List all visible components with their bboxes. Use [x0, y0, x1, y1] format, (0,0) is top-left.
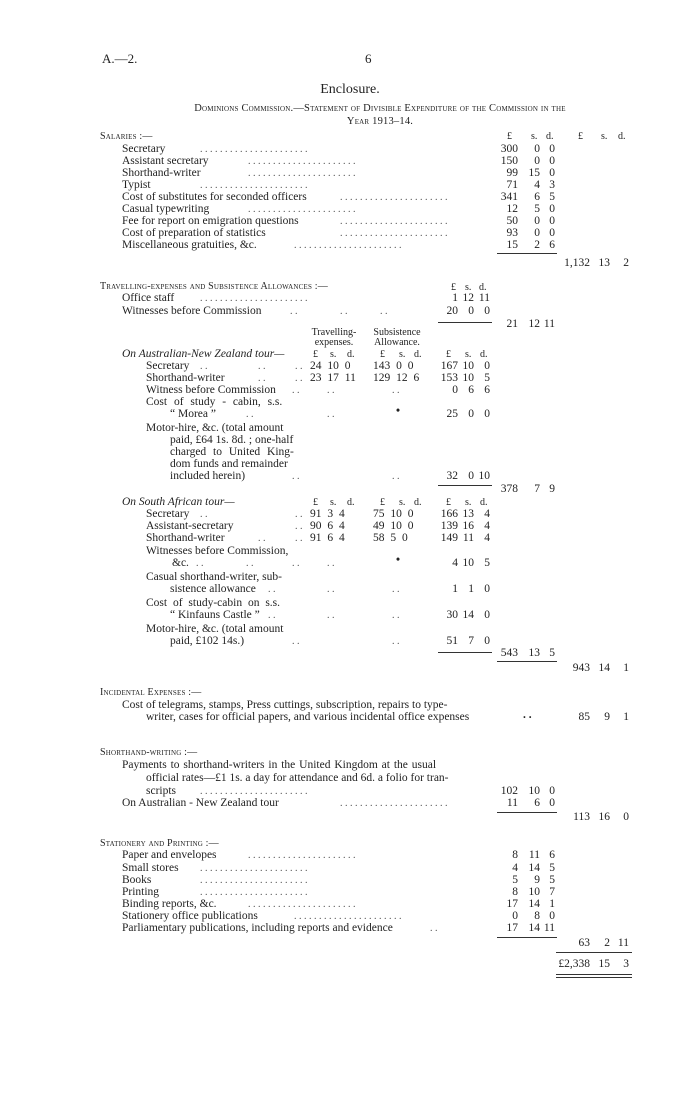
leader-dots: . .	[246, 558, 254, 569]
leader-dots: . .	[295, 521, 303, 532]
subtotal-rule	[497, 812, 557, 813]
shorthand-uk-pence: 0	[549, 785, 555, 797]
aus-cabin-label-1: Cost of study - cabin, s.s.	[146, 396, 283, 408]
aus-total-shillings: 7	[534, 483, 540, 495]
shorthand-uk-shillings: 10	[528, 785, 540, 797]
sa-casual-pence: 0	[484, 583, 490, 595]
col-head-pence: d.	[347, 349, 355, 360]
leader-dots: . .	[392, 471, 400, 482]
col-head-pounds: £	[380, 349, 385, 360]
aus-cabin-label-2: “ Morea ”	[170, 408, 216, 420]
travel-expenses-head-2: expenses.	[314, 337, 354, 348]
leader-dots: . . . . . . . . . . . . . . . . . . . . . .	[200, 875, 308, 886]
sa-shorthand-subsistence: 58 5 0	[373, 532, 408, 544]
leader-dots: . . . . . . . . . . . . . . . . . . . . . .	[294, 240, 402, 251]
leader-dots: . .	[246, 409, 254, 420]
subtotal-rule	[497, 937, 557, 938]
col-head-shillings: s.	[531, 131, 538, 142]
leader-dots: . . . . . . . . . . . . . . . . . . . . . .	[340, 216, 448, 227]
witnesses-label: Witnesses before Commission	[122, 305, 262, 317]
stationery-total-pounds: 63	[578, 937, 590, 949]
salary-shillings: 15	[528, 167, 540, 179]
aus-witness-pence: 6	[484, 384, 490, 396]
salary-shillings: 2	[534, 239, 540, 251]
aus-motor-label-1: Motor-hire, &c. (total amount	[146, 422, 284, 434]
col-head-pounds-total: £	[578, 131, 583, 142]
aus-motor-label-5: included herein)	[170, 470, 246, 482]
subsistence-head: Subsistence	[373, 327, 421, 338]
salary-shillings: 0	[534, 215, 540, 227]
shorthand-line-2: official rates—£1 1s. a day for attendance and 6d. a folio for tran-	[146, 772, 449, 784]
leader-dots: . .	[258, 533, 266, 544]
salary-pence: 5	[549, 191, 555, 203]
leader-dot: •	[396, 554, 401, 566]
salary-shillings: 0	[534, 155, 540, 167]
salary-pence: 0	[549, 203, 555, 215]
sa-witnesses-label-2: &c.	[172, 557, 189, 569]
col-head-pence-total: d.	[618, 131, 626, 142]
grand-total-shillings: 15	[598, 958, 610, 970]
stationery-pounds: 17	[506, 898, 518, 910]
statement-heading-line-1: Dominions Commission.—Statement of Divisible Expenditure of the Commission in the	[194, 103, 566, 114]
stationery-shillings: 8	[534, 910, 540, 922]
sa-assistant-label: Assistant-secretary	[146, 520, 234, 532]
leader-dots: . .	[392, 584, 400, 595]
aus-motor-pounds: 32	[446, 470, 458, 482]
subtotal-rule	[438, 652, 492, 653]
leader-dots: . .	[268, 584, 276, 595]
col-head-shillings: s.	[330, 349, 337, 360]
salary-shillings: 4	[534, 179, 540, 191]
shorthand-uk-pounds: 102	[500, 785, 518, 797]
salary-shillings: 6	[534, 191, 540, 203]
leader-dots: . .	[392, 610, 400, 621]
stationery-pence: 6	[549, 849, 555, 861]
aus-witness-pounds: 0	[452, 384, 458, 396]
col-head-pounds: £	[507, 131, 512, 142]
salary-pence: 3	[549, 179, 555, 191]
sa-shorthand-label: Shorthand-writer	[146, 532, 225, 544]
shorthand-heading: Shorthand-writing :—	[100, 747, 198, 758]
sa-motor-label-2: paid, £102 14s.)	[170, 635, 245, 647]
office-staff-pounds: 1	[452, 292, 458, 304]
sa-witnesses-shillings: 10	[462, 557, 474, 569]
stationery-label: Paper and envelopes	[122, 849, 217, 861]
aus-secretary-travel: 24 10 0	[310, 360, 351, 372]
subsistence-head-2: Allowance.	[374, 337, 420, 348]
sa-casual-pounds: 1	[452, 583, 458, 595]
travel-total-pence: 1	[623, 662, 629, 674]
subtotal-rule	[497, 661, 557, 662]
stationery-label: Stationery office publications	[122, 910, 258, 922]
shorthand-aus-shillings: 6	[534, 797, 540, 809]
travel-total-pounds: 943	[572, 662, 590, 674]
leader-dots: . .	[327, 610, 335, 621]
salary-pounds: 300	[500, 143, 518, 155]
salary-label: Cost of preparation of statistics	[122, 227, 266, 239]
stationery-pounds: 8	[512, 849, 518, 861]
leader-dots: . . . . . . . . . . . . . . . . . . . . . .	[340, 798, 448, 809]
witnesses-pounds: 20	[446, 305, 458, 317]
leader-dots: . . . . . . . . . . . . . . . . . . . . . .	[340, 228, 448, 239]
stationery-label: Books	[122, 874, 152, 886]
col-head-pounds: £	[451, 282, 456, 293]
stationery-pence: 1	[549, 898, 555, 910]
stationery-pounds: 0	[512, 910, 518, 922]
salary-shillings: 5	[534, 203, 540, 215]
leader-dots: . .	[295, 509, 303, 520]
subtotal-rule	[438, 322, 492, 323]
sa-cabin-label-2: “ Kinfauns Castle ”	[170, 609, 260, 621]
leader-dots: . .	[258, 361, 266, 372]
stationery-pence: 5	[549, 874, 555, 886]
document-reference: A.—2.	[102, 51, 138, 66]
sa-secretary-pence: 4	[484, 508, 490, 520]
col-head-pence: d.	[480, 497, 488, 508]
leader-dots: . .	[392, 385, 400, 396]
grand-total-double-rule	[556, 974, 632, 975]
grand-total-pence: 3	[623, 958, 629, 970]
stationery-pounds: 17	[506, 922, 518, 934]
col-head-shillings: s.	[399, 349, 406, 360]
col-head-shillings: s.	[465, 349, 472, 360]
sa-cabin-label-1: Cost of study-cabin on s.s.	[146, 597, 281, 609]
stationery-total-pence: 11	[617, 937, 629, 949]
witnesses-pence: 0	[484, 305, 490, 317]
sa-shorthand-pence: 4	[484, 532, 490, 544]
salary-label: Assistant secretary	[122, 155, 209, 167]
salaries-total-pounds: 1,132	[564, 257, 590, 269]
sa-assistant-shillings: 16	[462, 520, 474, 532]
col-head-pence: d.	[546, 131, 554, 142]
col-head-pounds: £	[446, 497, 451, 508]
incidental-heading: Incidental Expenses :—	[100, 687, 202, 698]
shorthand-total-pounds: 113	[573, 811, 590, 823]
aus-secretary-subsistence: 143 0 0	[373, 360, 414, 372]
aus-cabin-pence: 0	[484, 408, 490, 420]
salary-pence: 0	[549, 215, 555, 227]
stationery-total-shillings: 2	[604, 937, 610, 949]
col-head-shillings: s.	[465, 282, 472, 293]
aus-shorthand-subsistence: 129 12 6	[373, 372, 420, 384]
col-head-pounds: £	[446, 349, 451, 360]
sa-secretary-label: Secretary	[146, 508, 190, 520]
leader-dot: •	[396, 405, 401, 417]
stationery-shillings: 14	[528, 862, 540, 874]
sa-cabin-shillings: 14	[462, 609, 474, 621]
incidental-total-pounds: 85	[578, 711, 590, 723]
sa-cabin-pence: 0	[484, 609, 490, 621]
leader-dots: . .	[292, 471, 300, 482]
col-head-shillings: s.	[465, 497, 472, 508]
col-head-pounds: £	[380, 497, 385, 508]
stationery-pounds: 4	[512, 862, 518, 874]
travel-heading: Travelling-expenses and Subsistence Allowances :—	[100, 281, 328, 292]
leader-dots: . . . . . . . . . . . . . . . . . . . . . .	[248, 156, 356, 167]
stationery-label: Parliamentary publications, including reports and evidence	[122, 922, 393, 934]
leader-dots: . .	[523, 709, 532, 721]
stationery-pounds: 5	[512, 874, 518, 886]
sa-assistant-pounds: 139	[440, 520, 458, 532]
leader-dots: . .	[295, 373, 303, 384]
incidental-total-shillings: 9	[604, 711, 610, 723]
leader-dots: . . . . . . . . . . . . . . . . . . . . . .	[248, 850, 356, 861]
leader-dots: . . . . . . . . . . . . . . . . . . . . . .	[200, 180, 308, 191]
sa-casual-label-1: Casual shorthand-writer, sub-	[146, 571, 282, 583]
aus-secretary-pounds: 167	[440, 360, 458, 372]
salary-pounds: 150	[500, 155, 518, 167]
salary-pounds: 93	[506, 227, 518, 239]
salary-pounds: 15	[506, 239, 518, 251]
leader-dots: . . . . . . . . . . . . . . . . . . . . . .	[200, 887, 308, 898]
col-head-pence: d.	[414, 497, 422, 508]
col-head-pounds: £	[313, 497, 318, 508]
south-african-tour-heading: On South African tour—	[122, 496, 235, 508]
col-head-pence: d.	[414, 349, 422, 360]
salaries-heading: Salaries :—	[100, 131, 153, 142]
aus-shorthand-label: Shorthand-writer	[146, 372, 225, 384]
stationery-pounds: 8	[512, 886, 518, 898]
salary-pence: 0	[549, 155, 555, 167]
aus-total-pounds: 378	[500, 483, 518, 495]
aus-shorthand-pounds: 153	[440, 372, 458, 384]
aus-shorthand-pence: 5	[484, 372, 490, 384]
leader-dots: . .	[292, 558, 300, 569]
travel-subtotal-shillings: 12	[528, 318, 540, 330]
leader-dots: . . . . . . . . . . . . . . . . . . . . . .	[340, 192, 448, 203]
sa-casual-shillings: 1	[468, 583, 474, 595]
salary-shillings: 0	[534, 227, 540, 239]
shorthand-line-3: scripts	[146, 785, 177, 797]
shorthand-total-shillings: 16	[598, 811, 610, 823]
leader-dots: . . . . . . . . . . . . . . . . . . . . . .	[200, 786, 308, 797]
leader-dots: . . . . . . . . . . . . . . . . . . . . . .	[200, 293, 308, 304]
stationery-label: Printing	[122, 886, 160, 898]
shorthand-line-1: Payments to shorthand-writers in the United Kingdom at the usual	[122, 759, 437, 771]
sa-secretary-shillings: 13	[462, 508, 474, 520]
sa-motor-label-1: Motor-hire, &c. (total amount	[146, 623, 284, 635]
sa-total-pounds: 543	[500, 647, 518, 659]
office-staff-pence: 11	[478, 292, 490, 304]
salary-pence: 0	[549, 143, 555, 155]
travel-subtotal-pounds: 21	[506, 318, 518, 330]
leader-dots: . . . . . . . . . . . . . . . . . . . . . .	[248, 168, 356, 179]
sa-witnesses-pence: 5	[484, 557, 490, 569]
shorthand-aus-pence: 0	[549, 797, 555, 809]
page-title: Enclosure.	[320, 82, 380, 97]
salary-pence: 0	[549, 227, 555, 239]
witnesses-shillings: 0	[468, 305, 474, 317]
salary-pence: 6	[549, 239, 555, 251]
col-head-shillings: s.	[330, 497, 337, 508]
aus-motor-shillings: 0	[468, 470, 474, 482]
stationery-shillings: 11	[528, 849, 540, 861]
shorthand-aus-pounds: 11	[506, 797, 518, 809]
subtotal-rule	[497, 253, 557, 254]
aus-motor-label-3: charged to United King-	[170, 446, 294, 458]
stationery-label: Small stores	[122, 862, 179, 874]
leader-dots: . .	[292, 636, 300, 647]
sa-casual-label-2: sistence allowance	[170, 583, 256, 595]
leader-dots: . .	[295, 533, 303, 544]
shorthand-total-pence: 0	[623, 811, 629, 823]
sa-witnesses-label-1: Witnesses before Commission,	[146, 545, 289, 557]
aus-shorthand-travel: 23 17 11	[310, 372, 356, 384]
sa-assistant-travel: 90 6 4	[310, 520, 345, 532]
leader-dots: . . . . . . . . . . . . . . . . . . . . . .	[200, 144, 308, 155]
salary-pounds: 50	[506, 215, 518, 227]
leader-dots: . .	[380, 306, 388, 317]
aus-shorthand-shillings: 10	[462, 372, 474, 384]
leader-dots: . .	[327, 409, 335, 420]
salary-pounds: 341	[500, 191, 518, 203]
sa-total-pence: 5	[549, 647, 555, 659]
salary-label: Fee for report on emigration questions	[122, 215, 299, 227]
col-head-pounds: £	[313, 349, 318, 360]
leader-dots: . .	[327, 558, 335, 569]
sa-witnesses-pounds: 4	[452, 557, 458, 569]
aus-secretary-label: Secretary	[146, 360, 190, 372]
stationery-shillings: 9	[534, 874, 540, 886]
stationery-pence: 7	[549, 886, 555, 898]
col-head-pence: d.	[480, 349, 488, 360]
stationery-shillings: 10	[528, 886, 540, 898]
col-head-shillings-total: s.	[601, 131, 608, 142]
stationery-pence: 5	[549, 862, 555, 874]
leader-dots: . . . . . . . . . . . . . . . . . . . . . .	[248, 899, 356, 910]
leader-dots: . .	[292, 385, 300, 396]
sa-shorthand-travel: 91 6 4	[310, 532, 345, 544]
sa-secretary-pounds: 166	[440, 508, 458, 520]
aus-witness-label: Witness before Commission	[146, 384, 276, 396]
sa-motor-pence: 0	[484, 635, 490, 647]
leader-dots: . . . . . . . . . . . . . . . . . . . . . .	[294, 911, 402, 922]
statement-heading-line-2: Year 1913–14.	[346, 116, 414, 127]
aus-secretary-pence: 0	[484, 360, 490, 372]
stationery-shillings: 14	[528, 922, 540, 934]
sa-motor-shillings: 7	[468, 635, 474, 647]
salary-label: Cost of substitutes for seconded officers	[122, 191, 307, 203]
sa-shorthand-pounds: 149	[440, 532, 458, 544]
salary-pence: 0	[549, 167, 555, 179]
sa-assistant-subsistence: 49 10 0	[373, 520, 414, 532]
grand-total-pounds: £2,338	[558, 958, 590, 970]
sa-motor-pounds: 51	[446, 635, 458, 647]
sa-cabin-pounds: 30	[446, 609, 458, 621]
salaries-total-shillings: 13	[598, 257, 610, 269]
leader-dots: . .	[196, 558, 204, 569]
aus-cabin-pounds: 25	[446, 408, 458, 420]
aus-total-pence: 9	[549, 483, 555, 495]
leader-dots: . . . . . . . . . . . . . . . . . . . . . .	[248, 204, 356, 215]
incidental-line-1: Cost of telegrams, stamps, Press cuttings, subscription, repairs to type-	[122, 699, 448, 711]
col-head-pence: d.	[347, 497, 355, 508]
leader-dots: . .	[392, 636, 400, 647]
page-number: 6	[365, 51, 372, 66]
stationery-pence: 0	[549, 910, 555, 922]
grand-total-rule	[556, 952, 632, 953]
salary-label: Secretary	[122, 143, 166, 155]
leader-dots: . .	[200, 509, 208, 520]
leader-dots: . .	[258, 373, 266, 384]
office-staff-label: Office staff	[122, 292, 175, 304]
salary-pounds: 71	[506, 179, 518, 191]
aus-motor-pence: 10	[478, 470, 490, 482]
leader-dots: . .	[340, 306, 348, 317]
salary-pounds: 99	[506, 167, 518, 179]
leader-dots: . .	[290, 306, 298, 317]
sa-secretary-subsistence: 75 10 0	[373, 508, 414, 520]
salary-label: Shorthand-writer	[122, 167, 201, 179]
leader-dots: . .	[295, 361, 303, 372]
salaries-total-pence: 2	[623, 257, 629, 269]
aus-motor-label-4: dom funds and remainder	[170, 458, 288, 470]
grand-total-double-rule	[556, 977, 632, 978]
leader-dots: . .	[327, 385, 335, 396]
col-head-shillings: s.	[399, 497, 406, 508]
leader-dots: . .	[268, 610, 276, 621]
stationery-shillings: 14	[528, 898, 540, 910]
salary-label: Typist	[122, 179, 151, 191]
aus-witness-shillings: 6	[468, 384, 474, 396]
salary-label: Casual typewriting	[122, 203, 210, 215]
salary-pounds: 12	[506, 203, 518, 215]
aus-cabin-shillings: 0	[468, 408, 474, 420]
sa-assistant-pence: 4	[484, 520, 490, 532]
leader-dots: . .	[327, 584, 335, 595]
sa-shorthand-shillings: 11	[462, 532, 474, 544]
stationery-heading: Stationery and Printing :—	[100, 838, 219, 849]
subtotal-rule	[438, 485, 492, 486]
salary-label: Miscellaneous gratuities, &c.	[122, 239, 257, 251]
salary-shillings: 0	[534, 143, 540, 155]
travel-expenses-head: Travelling-	[311, 327, 357, 338]
travel-total-shillings: 14	[598, 662, 610, 674]
incidental-line-2: writer, cases for official papers, and various incidental office expenses	[146, 711, 470, 723]
sa-total-shillings: 13	[528, 647, 540, 659]
leader-dots: . . . . . . . . . . . . . . . . . . . . . .	[200, 863, 308, 874]
aus-motor-label-2: paid, £64 1s. 8d. ; one-half	[170, 434, 294, 446]
leader-dots: . .	[430, 923, 438, 934]
incidental-total-pence: 1	[623, 711, 629, 723]
australian-tour-heading: On Australian-New Zealand tour—	[122, 348, 285, 360]
leader-dots: . .	[200, 361, 208, 372]
stationery-label: Binding reports, &c.	[122, 898, 217, 910]
stationery-pence: 11	[543, 922, 555, 934]
office-staff-shillings: 12	[462, 292, 474, 304]
sa-secretary-travel: 91 3 4	[310, 508, 345, 520]
shorthand-aus-label: On Australian - New Zealand tour	[122, 797, 279, 809]
aus-secretary-shillings: 10	[462, 360, 474, 372]
travel-subtotal-pence: 11	[543, 318, 555, 330]
col-head-pence: d.	[479, 282, 487, 293]
